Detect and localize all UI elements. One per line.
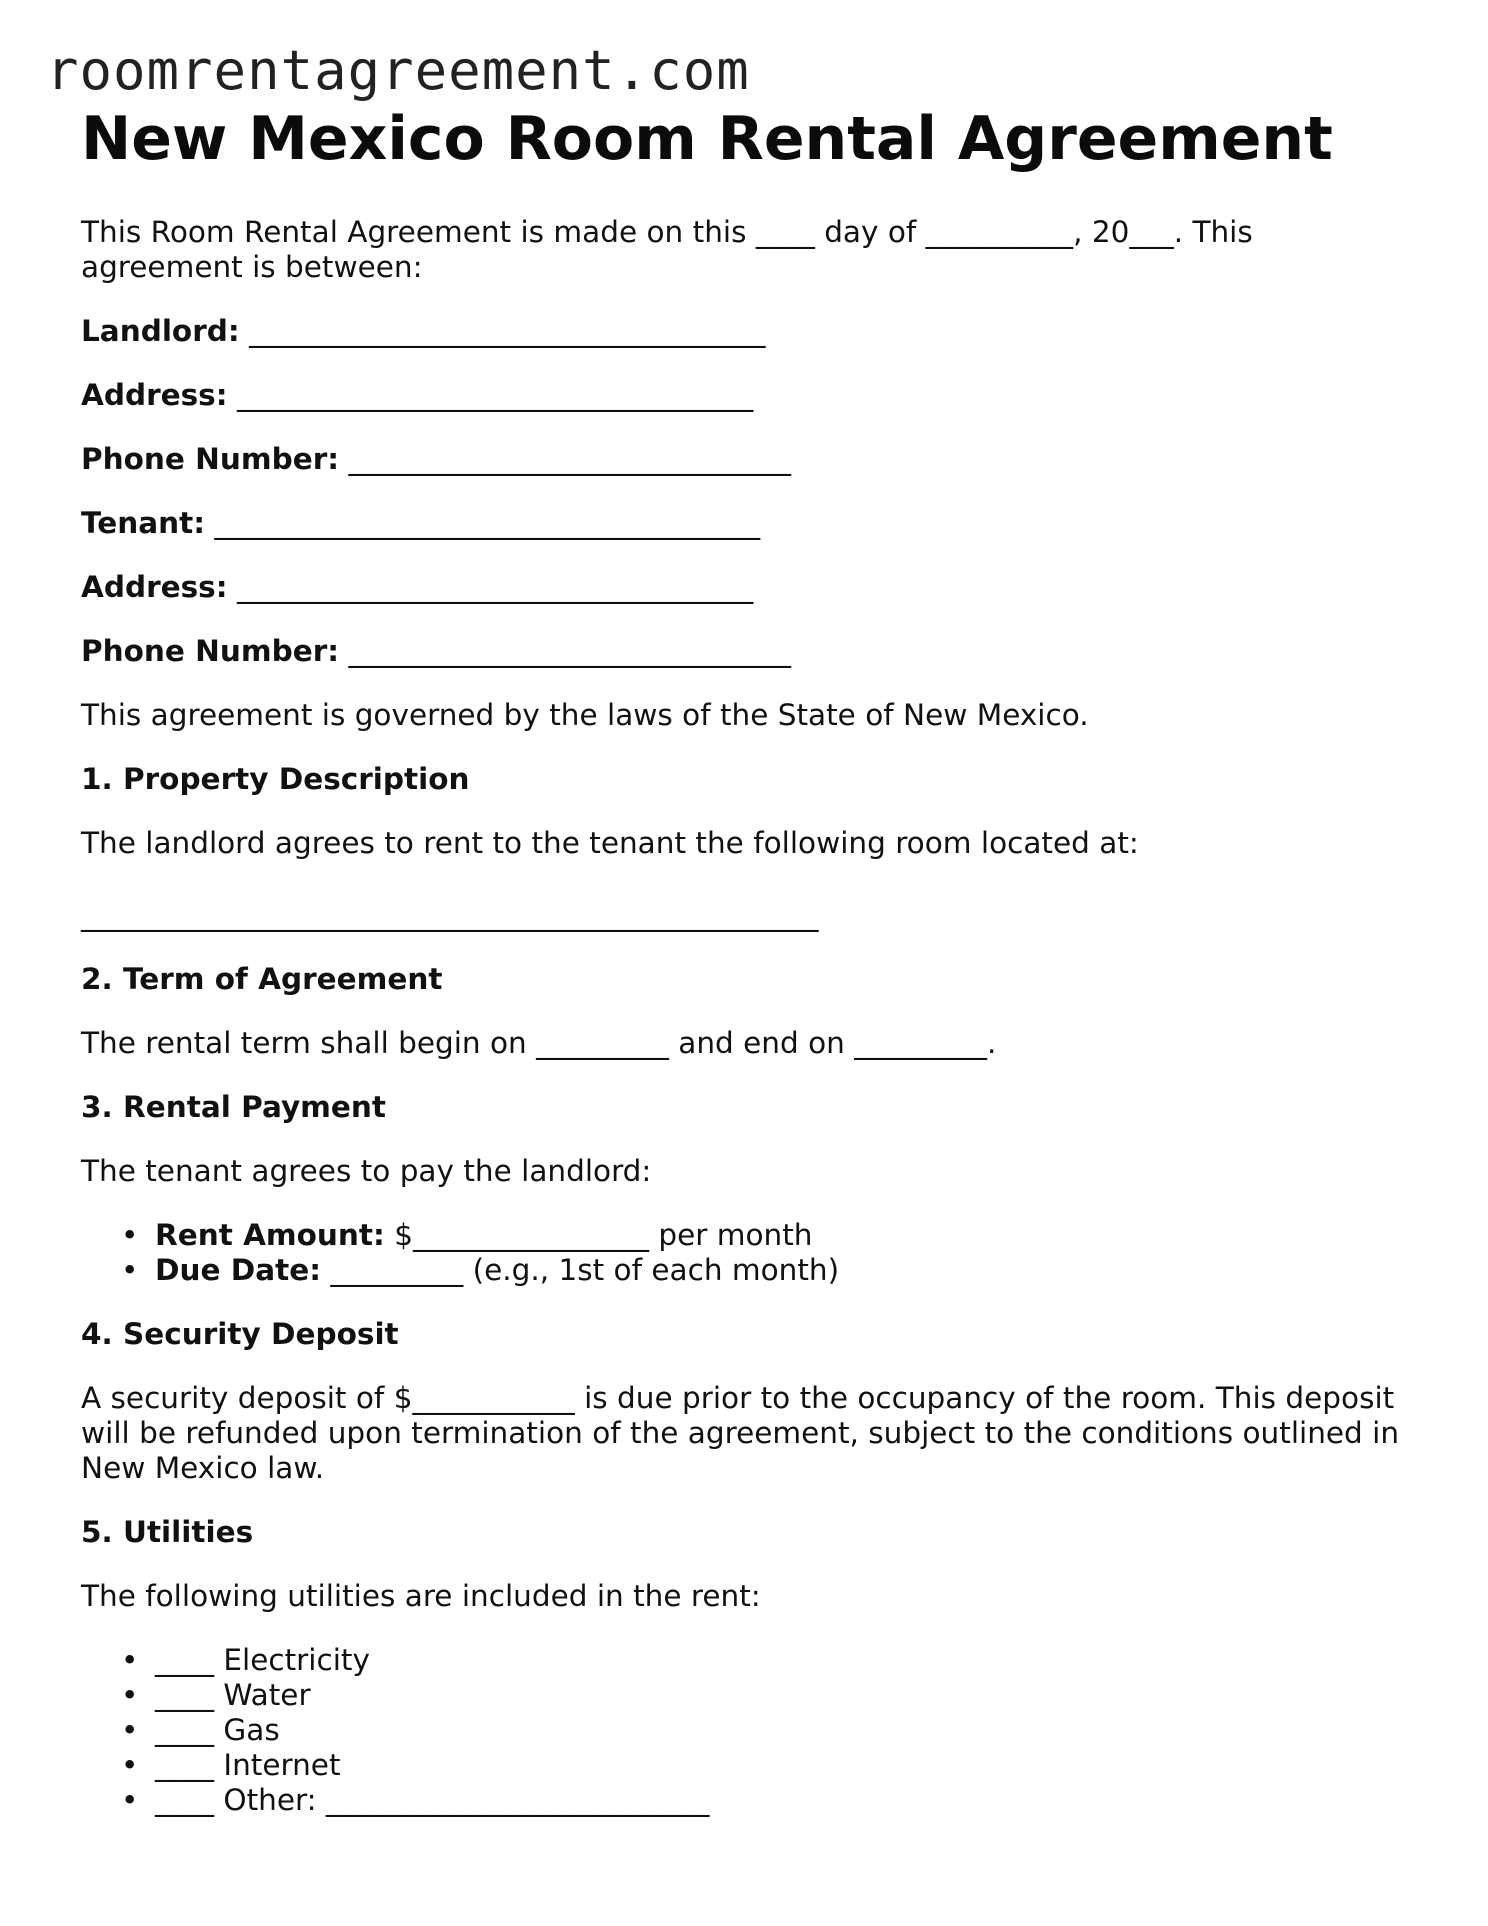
field-blank: ___________________________________ [249,314,766,348]
landlord-phone-field [81,442,1411,477]
field-label: Phone Number: [81,634,340,668]
field-label: Address: [81,378,228,412]
field-label: Tenant: [81,506,206,540]
field-label: Address: [81,570,228,604]
document-page [81,100,1411,1818]
list-item [81,1253,1411,1288]
property-text: The landlord agrees to rent to the tenant the following room located at: [81,826,1139,860]
tenant-address-field [81,570,1411,605]
payment-text: The tenant agrees to pay the landlord: [81,1154,652,1188]
list-item: • ____ Water [81,1678,1411,1713]
list-item: • ____ Other: __________________________ [81,1783,1411,1818]
landlord-name-field [81,314,1411,349]
section-heading-utilities: 5. Utilities [81,1515,254,1549]
field-blank: ___________________________________ [236,378,754,412]
tenant-name-field [81,506,1411,541]
document-title: New Mexico Room Rental Agreement [81,104,1333,174]
site-watermark: roomrentagreement.com [46,39,750,102]
field-label: Phone Number: [81,442,340,476]
section-heading-deposit: 4. Security Deposit [81,1317,399,1351]
list-item: • ____ Internet [81,1748,1411,1783]
utilities-text: The following utilities are included in the rent: [81,1579,761,1613]
field-blank: _____________________________________ [214,506,761,540]
list-item [81,1218,1411,1253]
landlord-address-field [81,378,1411,413]
tenant-phone-field [81,634,1411,669]
section-heading-property: 1. Property Description [81,762,470,796]
list-item: • ____ Electricity [81,1643,1411,1678]
term-text: The rental term shall begin on _________ and end on _________. [81,1026,997,1060]
section-heading-term: 2. Term of Agreement [81,962,443,996]
rent-amount-blank: $________________ per month [384,1218,813,1252]
due-date-blank: _________ (e.g., 1st of each month) [321,1253,840,1287]
field-blank: ______________________________ [348,634,791,668]
governing-law-statement: This agreement is governed by the laws of the State of New Mexico. [81,698,1089,732]
due-date-label: Due Date: [155,1253,322,1287]
payment-list [81,1218,1411,1288]
section-heading-payment: 3. Rental Payment [81,1090,387,1124]
deposit-text: A security deposit of $___________ is due prior to the occupancy of the room. This deposit will be refunded upon termination of the agreement, subject to the conditions outlined in New Mexico law. [81,1381,1400,1485]
field-label: Landlord: [81,314,240,348]
intro-paragraph: This Room Rental Agreement is made on this ____ day of __________, 20___. This agreement is between: [81,215,1253,284]
field-blank: ______________________________ [348,442,791,476]
rent-amount-label: Rent Amount: [155,1218,385,1252]
field-blank: ___________________________________ [236,570,754,604]
utilities-list [81,1643,1411,1818]
property-address-blank: __________________________________________________ [81,898,819,932]
list-item: • ____ Gas [81,1713,1411,1748]
